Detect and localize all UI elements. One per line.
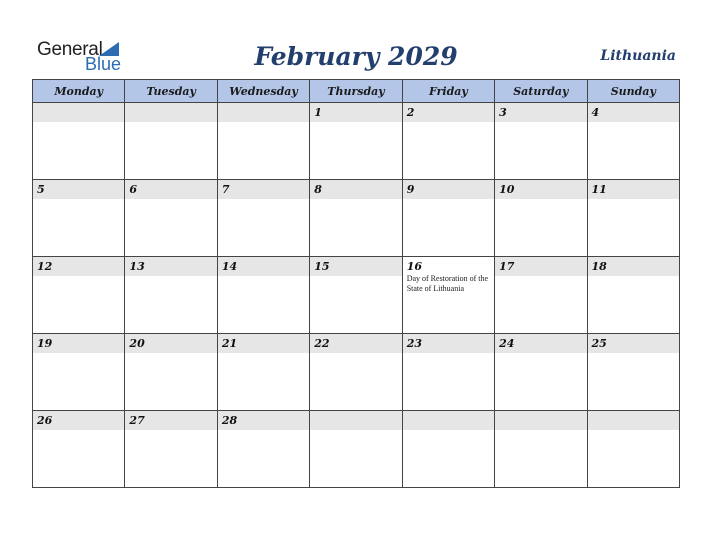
day-number-strip <box>125 334 216 353</box>
day-number: 25 <box>591 337 607 350</box>
day-cell <box>402 411 494 488</box>
day-number-strip <box>310 257 401 276</box>
day-cell <box>217 334 309 411</box>
day-cell <box>310 257 402 334</box>
weekday-header: Sunday <box>587 80 679 103</box>
day-cell <box>125 180 217 257</box>
day-cell <box>217 103 309 180</box>
day-number-strip <box>310 103 401 122</box>
day-cell <box>495 411 587 488</box>
week-row <box>33 103 680 180</box>
day-cell <box>495 180 587 257</box>
weekday-header: Thursday <box>310 80 402 103</box>
day-cell <box>495 103 587 180</box>
logo-text-general: General <box>37 39 103 60</box>
page-title: February 2029 <box>254 42 458 71</box>
calendar-grid <box>32 79 680 488</box>
day-cell <box>402 180 494 257</box>
day-number: 2 <box>406 106 415 119</box>
day-number: 17 <box>499 260 515 273</box>
day-cell <box>125 103 217 180</box>
weekday-header: Tuesday <box>125 80 217 103</box>
day-number-strip <box>403 180 494 199</box>
day-number: 21 <box>221 337 238 350</box>
day-number: 18 <box>591 260 607 273</box>
day-number-strip <box>218 103 309 122</box>
day-number-strip <box>218 334 309 353</box>
day-number-strip <box>403 257 494 276</box>
day-cell <box>587 411 679 488</box>
weekday-header: Wednesday <box>217 80 309 103</box>
day-number: 27 <box>129 414 145 427</box>
day-number: 22 <box>314 337 330 350</box>
day-number-strip <box>33 257 124 276</box>
day-cell <box>33 103 125 180</box>
day-cell <box>587 334 679 411</box>
day-number: 3 <box>499 106 507 119</box>
weekday-header: Monday <box>33 80 125 103</box>
week-row <box>33 180 680 257</box>
week-row <box>33 411 680 488</box>
day-number: 6 <box>129 183 138 196</box>
day-cell <box>310 334 402 411</box>
day-number-strip <box>125 180 216 199</box>
day-number-strip <box>495 334 586 353</box>
day-cell <box>33 257 125 334</box>
country-label: Lithuania <box>600 48 676 64</box>
day-number: 4 <box>591 106 600 119</box>
day-number: 14 <box>221 260 238 273</box>
week-row <box>33 334 680 411</box>
day-number: 26 <box>37 414 53 427</box>
day-number-strip <box>33 334 124 353</box>
day-cell <box>310 411 402 488</box>
day-number-strip <box>125 411 216 430</box>
day-cell <box>217 180 309 257</box>
day-number-strip <box>310 334 401 353</box>
brand-logo <box>37 40 127 74</box>
day-number: 1 <box>314 106 322 119</box>
week-row <box>33 257 680 334</box>
day-cell <box>402 103 494 180</box>
weekday-header: Saturday <box>495 80 587 103</box>
day-cell <box>402 257 494 334</box>
day-number-strip <box>33 411 124 430</box>
day-number-strip <box>495 257 586 276</box>
day-cell <box>402 334 494 411</box>
day-number: 16 <box>406 260 422 273</box>
day-number-strip <box>588 257 679 276</box>
day-number-strip <box>125 257 216 276</box>
day-cell <box>217 257 309 334</box>
day-number: 9 <box>406 183 415 196</box>
day-cell <box>125 411 217 488</box>
day-cell <box>495 257 587 334</box>
day-number-strip <box>403 334 494 353</box>
day-number-strip <box>588 411 679 430</box>
day-number-strip <box>218 257 309 276</box>
day-cell <box>217 411 309 488</box>
holiday-note: Day of Restoration of the State of Lithuania <box>406 274 488 293</box>
day-number: 8 <box>314 183 322 196</box>
day-number-strip <box>310 411 401 430</box>
day-number-strip <box>33 180 124 199</box>
day-number-strip <box>310 180 401 199</box>
day-cell <box>587 257 679 334</box>
day-cell <box>310 103 402 180</box>
day-cell <box>587 180 679 257</box>
day-number: 23 <box>406 337 422 350</box>
day-number: 15 <box>314 260 330 273</box>
day-number-strip <box>33 103 124 122</box>
weekday-header-row <box>33 80 680 103</box>
day-number: 12 <box>37 260 53 273</box>
day-number: 19 <box>37 337 53 350</box>
day-number: 5 <box>37 183 45 196</box>
day-number-strip <box>218 411 309 430</box>
day-number-strip <box>495 411 586 430</box>
day-cell <box>495 334 587 411</box>
day-number-strip <box>495 103 586 122</box>
day-cell <box>125 257 217 334</box>
day-number-strip <box>588 180 679 199</box>
day-cell <box>587 103 679 180</box>
day-cell <box>125 334 217 411</box>
day-number-strip <box>403 411 494 430</box>
day-number: 24 <box>499 337 515 350</box>
weekday-header: Friday <box>402 80 494 103</box>
day-cell <box>33 411 125 488</box>
day-number: 20 <box>129 337 145 350</box>
day-cell <box>310 180 402 257</box>
day-number-strip <box>495 180 586 199</box>
day-number: 13 <box>129 260 145 273</box>
day-number-strip <box>218 180 309 199</box>
day-cell <box>33 334 125 411</box>
day-number-strip <box>588 334 679 353</box>
day-number-strip <box>588 103 679 122</box>
day-number: 7 <box>221 183 230 196</box>
day-number: 28 <box>221 414 238 427</box>
day-number: 10 <box>499 183 515 196</box>
day-cell <box>33 180 125 257</box>
day-number-strip <box>403 103 494 122</box>
day-number: 11 <box>591 183 607 196</box>
logo-text-blue: Blue <box>85 54 122 74</box>
day-number-strip <box>125 103 216 122</box>
